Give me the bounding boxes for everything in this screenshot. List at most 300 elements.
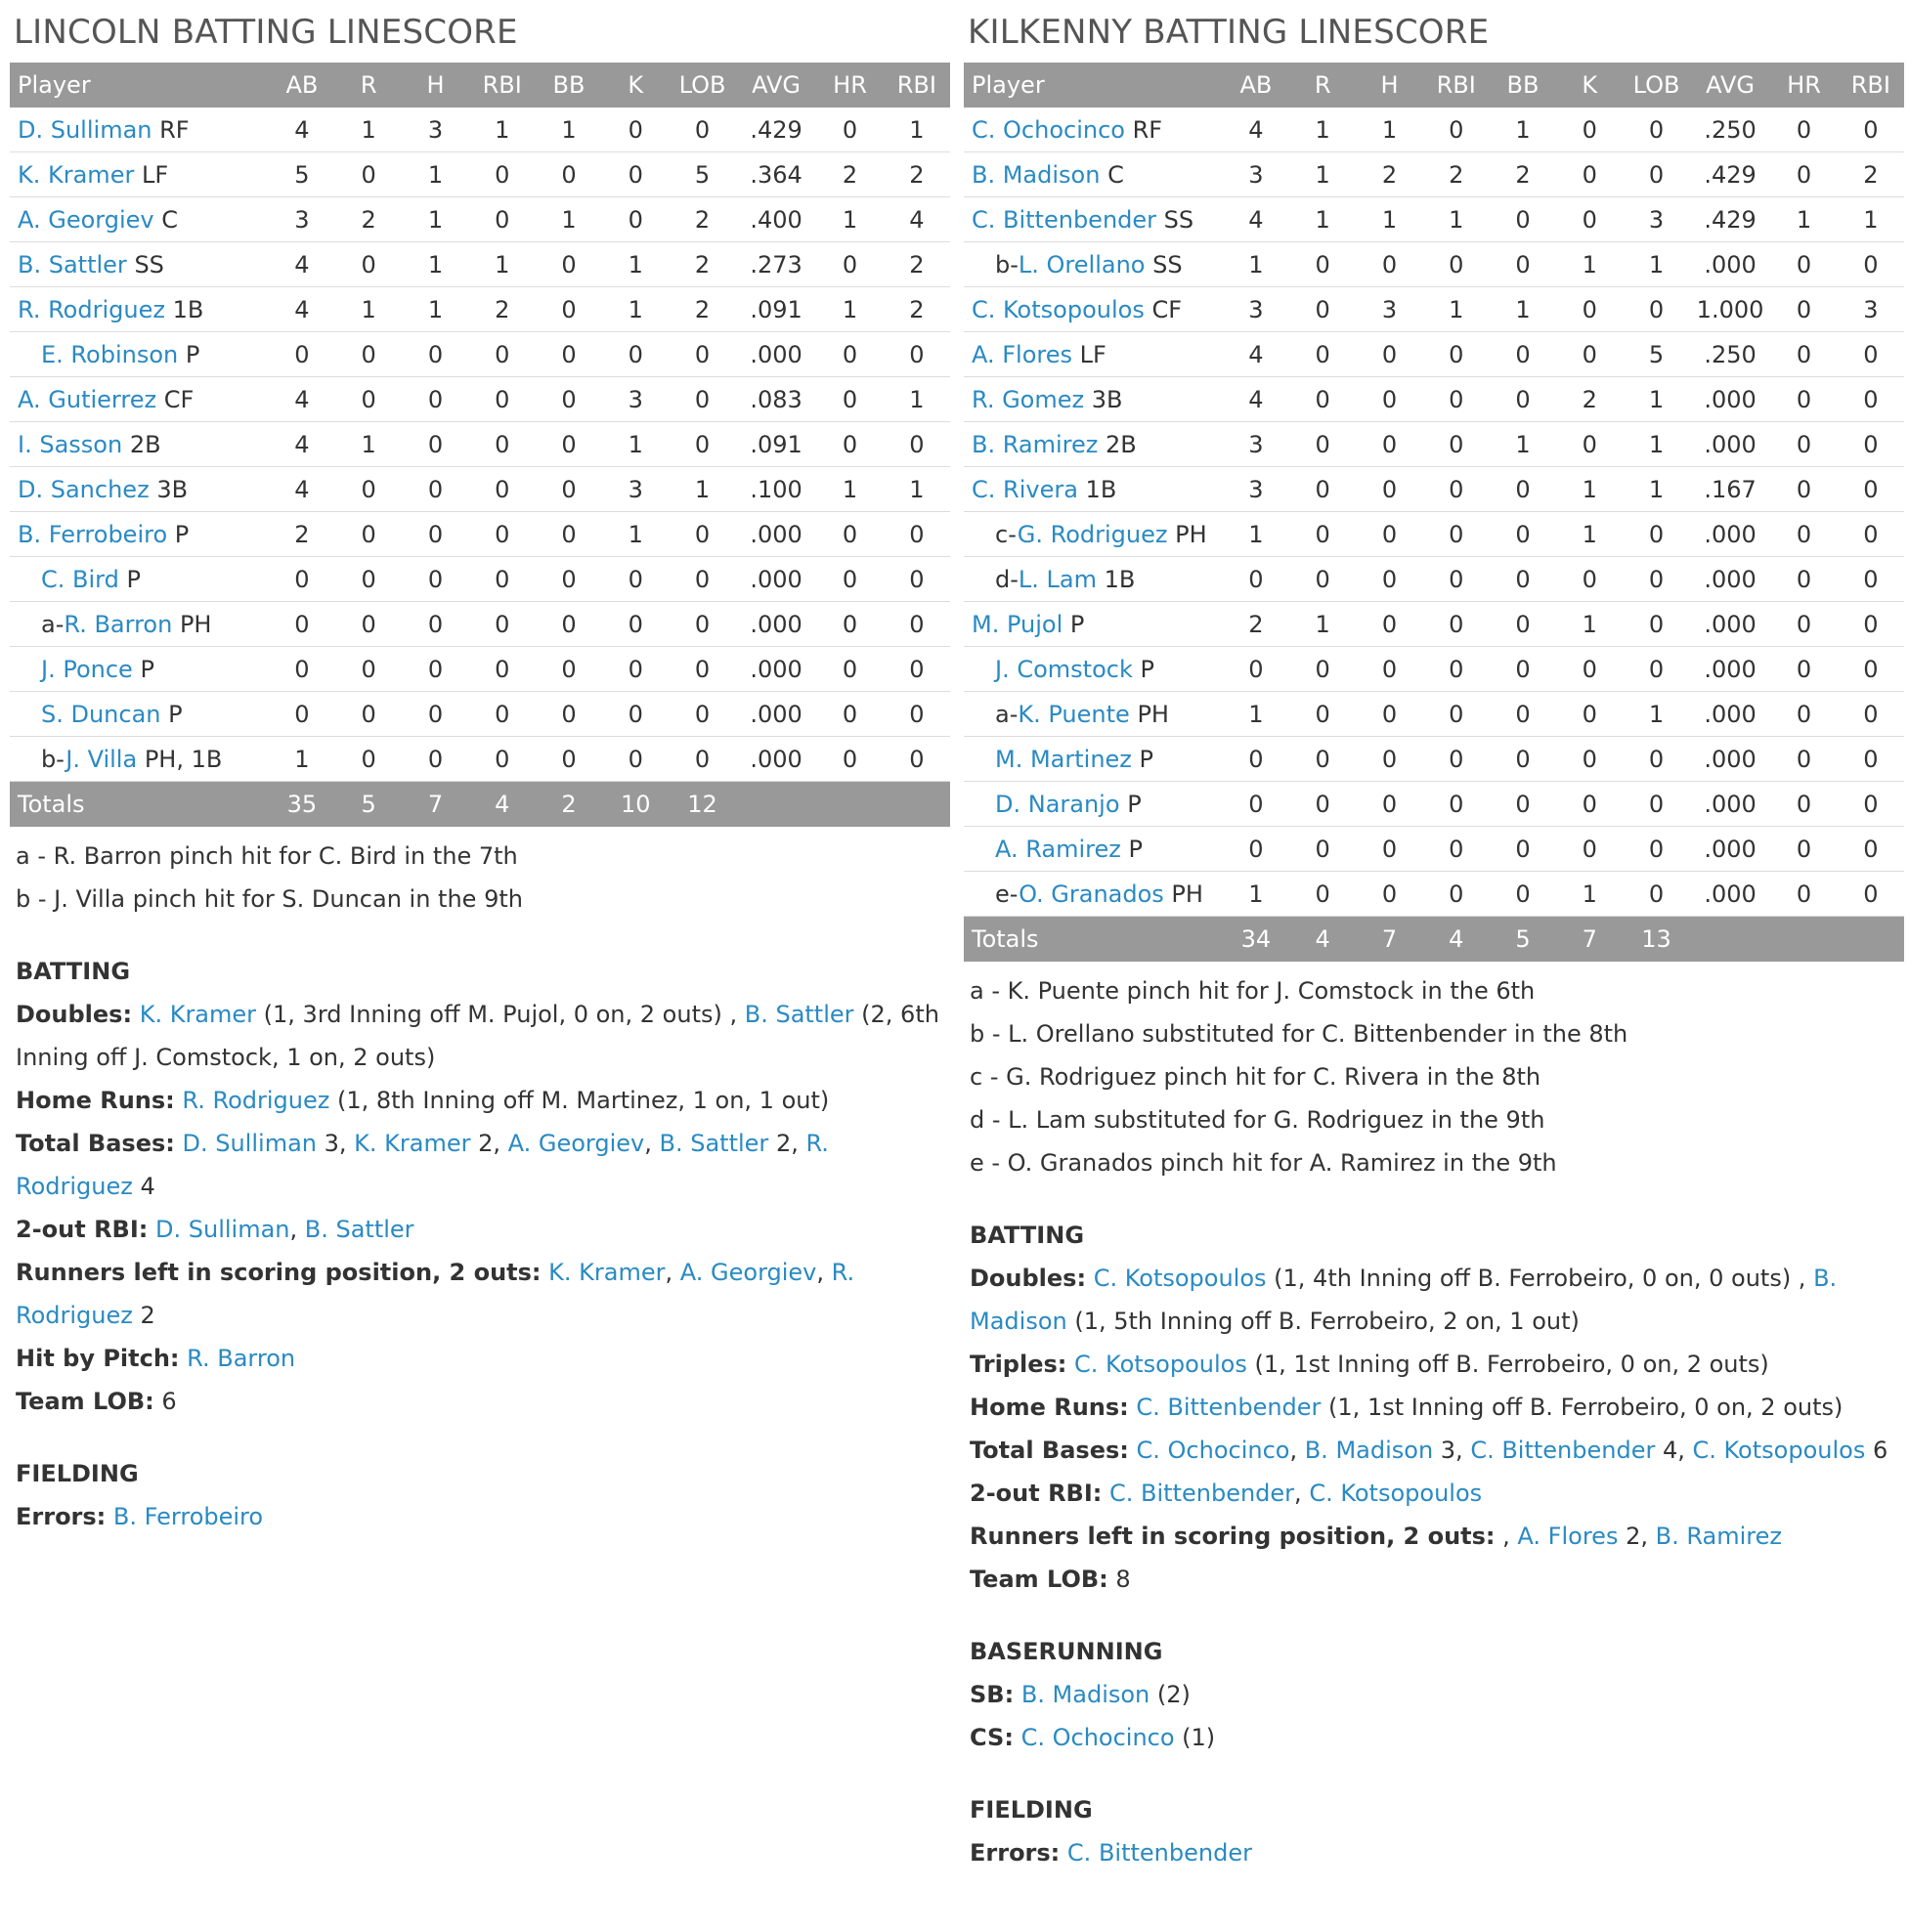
player-link[interactable]: O. Granados bbox=[1019, 880, 1164, 908]
player-cell bbox=[10, 422, 269, 467]
stat-r: 0 bbox=[1289, 512, 1356, 557]
stat-label: Team LOB: bbox=[970, 1566, 1108, 1593]
stat-text: (1, 1st Inning off B. Ferrobeiro, 0 on, 2 outs) bbox=[1246, 1351, 1769, 1378]
stat-k: 0 bbox=[602, 152, 669, 197]
stat-h: 1 bbox=[1356, 197, 1422, 242]
stat-h: 0 bbox=[402, 512, 468, 557]
player-link[interactable]: C. Kotsopoulos bbox=[972, 295, 1145, 323]
stat-rbi: 0 bbox=[1423, 557, 1490, 602]
stat-bb: 0 bbox=[536, 692, 602, 737]
player-link[interactable]: C. Bittenbender bbox=[1136, 1394, 1322, 1421]
stat-rbi: 0 bbox=[1838, 467, 1904, 512]
stat-h: 0 bbox=[1356, 422, 1422, 467]
stat-bb: 0 bbox=[536, 737, 602, 782]
player-link[interactable]: C. Bird bbox=[41, 565, 119, 593]
stat-rbi: 0 bbox=[1423, 512, 1490, 557]
stat-lob: 0 bbox=[669, 647, 735, 692]
stat-text: (1) bbox=[1174, 1724, 1216, 1751]
stat-line bbox=[970, 1386, 1904, 1429]
stat-ab: 0 bbox=[269, 332, 335, 377]
stat-k: 0 bbox=[1556, 782, 1623, 827]
player-link[interactable]: B. Sattler bbox=[659, 1130, 769, 1157]
player-link[interactable]: R. Barron bbox=[187, 1345, 296, 1372]
stat-lob: 0 bbox=[1623, 152, 1689, 197]
player-cell bbox=[10, 692, 269, 737]
stat-k: 1 bbox=[602, 512, 669, 557]
player-position: RF bbox=[159, 115, 190, 144]
stat-hr: 0 bbox=[1770, 872, 1837, 917]
stat-lob: 1 bbox=[1623, 422, 1689, 467]
stat-rbi: 0 bbox=[469, 647, 536, 692]
stat-rbi: 0 bbox=[884, 602, 950, 647]
stat-rbi: 0 bbox=[884, 737, 950, 782]
player-link[interactable]: R. Gomez bbox=[972, 385, 1085, 413]
stat-k: 0 bbox=[602, 197, 669, 242]
stat-r: 0 bbox=[1289, 782, 1356, 827]
stat-hr: 0 bbox=[1770, 692, 1837, 737]
stat-rbi: 0 bbox=[884, 332, 950, 377]
stat-hr: 0 bbox=[1770, 782, 1837, 827]
stat-k: 0 bbox=[602, 692, 669, 737]
stat-rbi: 0 bbox=[884, 557, 950, 602]
player-cell bbox=[10, 287, 269, 332]
total-ab: 34 bbox=[1223, 917, 1289, 963]
player-position: SS bbox=[1152, 250, 1183, 279]
player-link[interactable]: B. Madison bbox=[1020, 1681, 1150, 1708]
stat-hr: 1 bbox=[816, 467, 883, 512]
stat-lob: 0 bbox=[1623, 557, 1689, 602]
stat-bb: 0 bbox=[536, 512, 602, 557]
stat-label: CS: bbox=[970, 1724, 1014, 1751]
player-link[interactable]: C. Bittenbender bbox=[1066, 1839, 1252, 1867]
player-cell bbox=[10, 647, 269, 692]
player-link[interactable]: J. Ponce bbox=[41, 655, 133, 683]
stat-bb: 0 bbox=[1490, 827, 1556, 872]
player-link[interactable]: C. Kotsopoulos bbox=[1692, 1437, 1866, 1464]
stat-r: 0 bbox=[1289, 287, 1356, 332]
player-row bbox=[10, 602, 950, 647]
player-link[interactable]: A. Georgiev bbox=[18, 205, 154, 234]
stat-text bbox=[1086, 1265, 1094, 1292]
stat-hr: 0 bbox=[1770, 422, 1837, 467]
player-row bbox=[10, 377, 950, 422]
stat-h: 0 bbox=[402, 422, 468, 467]
stat-ab: 4 bbox=[1223, 197, 1289, 242]
player-position: SS bbox=[1163, 205, 1194, 234]
player-link[interactable]: C. Bittenbender bbox=[972, 205, 1157, 234]
player-cell bbox=[964, 467, 1223, 512]
stat-hr: 0 bbox=[816, 377, 883, 422]
stat-lob: 0 bbox=[1623, 827, 1689, 872]
player-link[interactable]: R. Rodriguez bbox=[18, 295, 165, 323]
substitution-notes bbox=[10, 835, 950, 921]
totals-label: Totals bbox=[10, 782, 269, 828]
stat-avg: .000 bbox=[736, 737, 817, 782]
stat-rbi: 0 bbox=[1423, 422, 1490, 467]
player-position: 1B bbox=[1104, 565, 1136, 593]
stat-lob: 0 bbox=[669, 692, 735, 737]
player-link[interactable]: R. Rodriguez bbox=[182, 1087, 330, 1114]
player-link[interactable]: C. Bittenbender bbox=[1470, 1437, 1656, 1464]
player-link[interactable]: L. Lam bbox=[1018, 565, 1097, 593]
player-cell bbox=[964, 107, 1223, 152]
player-position: P bbox=[126, 565, 141, 593]
stat-bb: 0 bbox=[1490, 647, 1556, 692]
stat-text bbox=[1066, 1351, 1074, 1378]
stat-h: 0 bbox=[1356, 512, 1422, 557]
stat-label: SB: bbox=[970, 1681, 1015, 1708]
stat-text bbox=[106, 1503, 113, 1530]
stat-rbi: 0 bbox=[1838, 647, 1904, 692]
stat-k: 1 bbox=[602, 287, 669, 332]
stat-text: (1, 3rd Inning off M. Pujol, 0 on, 2 outs) , bbox=[256, 1001, 745, 1028]
player-cell bbox=[10, 377, 269, 422]
stat-avg: .100 bbox=[736, 467, 817, 512]
total-r: 5 bbox=[335, 782, 402, 828]
player-link[interactable]: B. Madison bbox=[970, 1265, 1838, 1335]
stat-lob: 0 bbox=[669, 557, 735, 602]
total-bb: 5 bbox=[1490, 917, 1556, 963]
stat-lob: 0 bbox=[1623, 647, 1689, 692]
stat-rbi: 0 bbox=[1838, 512, 1904, 557]
stat-k: 0 bbox=[1556, 107, 1623, 152]
stat-avg: .000 bbox=[1690, 647, 1771, 692]
player-row bbox=[10, 512, 950, 557]
player-link[interactable]: A. Gutierrez bbox=[18, 385, 157, 413]
stat-r: 0 bbox=[1289, 377, 1356, 422]
player-link[interactable]: B. Madison bbox=[1304, 1437, 1434, 1464]
player-link[interactable]: S. Duncan bbox=[41, 700, 161, 728]
stat-ab: 0 bbox=[1223, 737, 1289, 782]
stat-lob: 0 bbox=[669, 512, 735, 557]
player-cell bbox=[10, 467, 269, 512]
stat-rbi: 0 bbox=[1838, 107, 1904, 152]
player-link[interactable]: A. Flores bbox=[1517, 1523, 1619, 1550]
player-link[interactable]: C. Ochocinco bbox=[972, 115, 1125, 144]
stat-rbi: 0 bbox=[1423, 737, 1490, 782]
player-position: P bbox=[185, 340, 200, 368]
total-ab: 35 bbox=[269, 782, 335, 828]
stat-line bbox=[16, 993, 950, 1079]
player-link[interactable]: B. Sattler bbox=[18, 250, 127, 279]
player-link[interactable]: D. Naranjo bbox=[995, 790, 1120, 818]
stat-avg: .429 bbox=[1690, 197, 1771, 242]
stat-line bbox=[970, 1429, 1904, 1472]
stat-bb: 0 bbox=[536, 422, 602, 467]
stat-label: Home Runs: bbox=[16, 1087, 175, 1114]
player-link[interactable]: C. Kotsopoulos bbox=[1093, 1265, 1267, 1292]
player-link[interactable]: B. Ferrobeiro bbox=[112, 1503, 264, 1530]
stat-hr: 0 bbox=[1770, 737, 1837, 782]
stat-lob: 0 bbox=[669, 737, 735, 782]
player-row bbox=[964, 467, 1904, 512]
stat-r: 1 bbox=[1289, 602, 1356, 647]
stat-h: 0 bbox=[1356, 242, 1422, 287]
stat-rbi: 4 bbox=[884, 197, 950, 242]
stat-rbi: 0 bbox=[1423, 377, 1490, 422]
stat-hr: 0 bbox=[816, 242, 883, 287]
stat-bb: 0 bbox=[1490, 782, 1556, 827]
stat-k: 0 bbox=[1556, 197, 1623, 242]
stat-rbi: 2 bbox=[884, 287, 950, 332]
player-cell bbox=[964, 242, 1223, 287]
stat-line bbox=[16, 1122, 950, 1208]
section-title: BATTING bbox=[16, 958, 131, 985]
stat-avg: .000 bbox=[1690, 737, 1771, 782]
stat-hr: 0 bbox=[1770, 152, 1837, 197]
stat-rbi: 0 bbox=[469, 332, 536, 377]
stat-r: 0 bbox=[1289, 557, 1356, 602]
stat-r: 0 bbox=[1289, 242, 1356, 287]
player-link[interactable]: D. Sulliman bbox=[155, 1216, 290, 1243]
stat-rbi: 1 bbox=[1423, 287, 1490, 332]
player-link[interactable]: C. Bittenbender bbox=[1109, 1480, 1295, 1507]
stat-label: Errors: bbox=[970, 1839, 1061, 1867]
column-header-ab: AB bbox=[1223, 63, 1289, 107]
column-header-ab: AB bbox=[269, 63, 335, 107]
stat-text bbox=[132, 1001, 140, 1028]
stat-k: 2 bbox=[1556, 377, 1623, 422]
stat-bb: 0 bbox=[1490, 737, 1556, 782]
stat-lob: 0 bbox=[1623, 737, 1689, 782]
stat-rbi: 0 bbox=[1423, 332, 1490, 377]
stat-line bbox=[16, 1495, 950, 1538]
stat-text: (1, 5th Inning off B. Ferrobeiro, 2 on, 1 out) bbox=[1066, 1308, 1580, 1335]
stat-bb: 0 bbox=[536, 152, 602, 197]
player-link[interactable]: A. Flores bbox=[972, 340, 1073, 368]
player-link[interactable]: K. Kramer bbox=[354, 1130, 471, 1157]
stat-lob: 0 bbox=[669, 107, 735, 152]
column-header-player: Player bbox=[964, 63, 1223, 107]
stat-avg: .000 bbox=[736, 557, 817, 602]
stat-lob: 0 bbox=[1623, 602, 1689, 647]
stat-ab: 0 bbox=[1223, 557, 1289, 602]
column-header-lob: LOB bbox=[669, 63, 735, 107]
stat-h: 0 bbox=[402, 332, 468, 377]
stat-label: Runners left in scoring position, 2 outs: bbox=[16, 1259, 542, 1286]
player-link[interactable]: C. Ochocinco bbox=[1136, 1437, 1290, 1464]
total-bb: 2 bbox=[536, 782, 602, 828]
stat-line bbox=[970, 1472, 1904, 1515]
stat-h: 0 bbox=[1356, 557, 1422, 602]
player-link[interactable]: M. Martinez bbox=[995, 745, 1132, 773]
stat-ab: 0 bbox=[269, 692, 335, 737]
column-header-hr: HR bbox=[1770, 63, 1837, 107]
stat-rbi: 0 bbox=[469, 602, 536, 647]
player-link[interactable]: K. Kramer bbox=[18, 160, 135, 189]
player-link[interactable]: L. Orellano bbox=[1018, 250, 1146, 279]
stat-ab: 1 bbox=[1223, 872, 1289, 917]
stat-label: Errors: bbox=[16, 1503, 107, 1530]
stat-avg: .429 bbox=[736, 107, 817, 152]
stat-rbi: 1 bbox=[884, 377, 950, 422]
totals-label: Totals bbox=[964, 917, 1223, 963]
stat-rbi: 0 bbox=[1838, 422, 1904, 467]
stat-r: 1 bbox=[335, 422, 402, 467]
stat-avg: .273 bbox=[736, 242, 817, 287]
stat-rbi: 1 bbox=[469, 242, 536, 287]
total-lob: 12 bbox=[669, 782, 735, 828]
stat-h: 1 bbox=[402, 197, 468, 242]
stat-rbi: 0 bbox=[469, 422, 536, 467]
stat-rbi: 0 bbox=[469, 557, 536, 602]
stat-text: 4, bbox=[1655, 1437, 1693, 1464]
stat-hr: 1 bbox=[816, 197, 883, 242]
player-link[interactable]: K. Kramer bbox=[548, 1259, 666, 1286]
stat-rbi: 0 bbox=[469, 512, 536, 557]
total-rbi: 4 bbox=[1423, 917, 1490, 963]
stat-rbi: 0 bbox=[469, 377, 536, 422]
stat-text: 2, bbox=[768, 1130, 806, 1157]
stat-line bbox=[970, 1558, 1904, 1601]
stat-h: 1 bbox=[402, 242, 468, 287]
column-header-h: H bbox=[1356, 63, 1422, 107]
stat-lob: 1 bbox=[669, 467, 735, 512]
stat-rbi: 0 bbox=[1838, 557, 1904, 602]
player-link[interactable]: B. Ramirez bbox=[1655, 1523, 1782, 1550]
stat-ab: 0 bbox=[1223, 647, 1289, 692]
stat-avg: .091 bbox=[736, 422, 817, 467]
column-header-rbi: RBI bbox=[1423, 63, 1490, 107]
section-title: FIELDING bbox=[16, 1460, 139, 1487]
player-link[interactable]: C. Rivera bbox=[972, 475, 1078, 503]
stat-h: 0 bbox=[1356, 827, 1422, 872]
total-k: 10 bbox=[602, 782, 669, 828]
stat-rbi: 0 bbox=[1838, 827, 1904, 872]
stat-line bbox=[16, 1380, 950, 1423]
stat-hr: 1 bbox=[1770, 197, 1837, 242]
stat-lob: 3 bbox=[1623, 197, 1689, 242]
total-h: 7 bbox=[1356, 917, 1422, 963]
stat-rbi: 2 bbox=[1838, 152, 1904, 197]
stat-bb: 2 bbox=[1490, 152, 1556, 197]
stat-text: , bbox=[1495, 1523, 1518, 1550]
stat-rbi: 0 bbox=[1838, 692, 1904, 737]
stat-lob: 0 bbox=[1623, 872, 1689, 917]
player-link[interactable]: A. Ramirez bbox=[995, 835, 1121, 863]
player-row bbox=[10, 152, 950, 197]
player-link[interactable]: R. Barron bbox=[64, 610, 173, 638]
stat-avg: .000 bbox=[736, 332, 817, 377]
stat-line bbox=[970, 1515, 1904, 1558]
stat-r: 0 bbox=[335, 152, 402, 197]
total-rbi bbox=[1838, 917, 1904, 963]
player-link[interactable]: K. Puente bbox=[1018, 700, 1130, 728]
stat-r: 0 bbox=[1289, 827, 1356, 872]
player-position: C bbox=[161, 205, 179, 234]
stat-avg: .250 bbox=[1690, 107, 1771, 152]
batting-section bbox=[964, 1214, 1904, 1601]
stat-avg: .000 bbox=[1690, 602, 1771, 647]
player-position: PH bbox=[1171, 880, 1203, 908]
stat-label: Hit by Pitch: bbox=[16, 1345, 180, 1372]
player-cell bbox=[964, 827, 1223, 872]
player-link[interactable]: C. Kotsopoulos bbox=[1309, 1480, 1483, 1507]
stat-rbi: 0 bbox=[469, 737, 536, 782]
player-link[interactable]: B. Sattler bbox=[744, 1001, 854, 1028]
stat-text: (1, 1st Inning off B. Ferrobeiro, 0 on, 2 outs) bbox=[1321, 1394, 1844, 1421]
stat-lob: 2 bbox=[669, 242, 735, 287]
stat-bb: 0 bbox=[536, 287, 602, 332]
player-link[interactable]: J. Villa bbox=[65, 745, 138, 773]
player-link[interactable]: E. Robinson bbox=[41, 340, 179, 368]
stat-ab: 1 bbox=[269, 737, 335, 782]
player-row bbox=[964, 737, 1904, 782]
stat-text: 8 bbox=[1107, 1566, 1131, 1593]
player-link[interactable]: A. Georgiev bbox=[507, 1130, 645, 1157]
stat-ab: 4 bbox=[269, 377, 335, 422]
stat-avg: 1.000 bbox=[1690, 287, 1771, 332]
player-link[interactable]: G. Rodriguez bbox=[1017, 520, 1168, 548]
stat-avg: .250 bbox=[1690, 332, 1771, 377]
stat-text: , bbox=[1294, 1480, 1310, 1507]
player-link[interactable]: B. Sattler bbox=[304, 1216, 414, 1243]
player-link[interactable]: C. Ochocinco bbox=[1020, 1724, 1175, 1751]
stat-r: 1 bbox=[335, 107, 402, 152]
player-link[interactable]: B. Madison bbox=[972, 160, 1101, 189]
player-cell bbox=[10, 242, 269, 287]
stat-line bbox=[16, 1251, 950, 1337]
stat-text: (2) bbox=[1150, 1681, 1191, 1708]
stat-lob: 0 bbox=[1623, 287, 1689, 332]
stat-text bbox=[1102, 1480, 1109, 1507]
player-position: PH bbox=[179, 610, 212, 638]
batting-linescore-table bbox=[10, 63, 950, 827]
player-link[interactable]: B. Ferrobeiro bbox=[18, 520, 168, 548]
player-link[interactable]: J. Comstock bbox=[995, 655, 1133, 683]
player-link[interactable]: I. Sasson bbox=[18, 430, 123, 458]
stat-label: Total Bases: bbox=[970, 1437, 1129, 1464]
player-link[interactable]: D. Sulliman bbox=[182, 1130, 317, 1157]
player-position: P bbox=[1128, 835, 1143, 863]
substitution-notes bbox=[964, 969, 1904, 1184]
stat-hr: 2 bbox=[816, 152, 883, 197]
player-link[interactable]: A. Georgiev bbox=[679, 1259, 817, 1286]
stat-hr: 0 bbox=[816, 647, 883, 692]
stat-bb: 1 bbox=[1490, 422, 1556, 467]
stat-k: 0 bbox=[1556, 827, 1623, 872]
player-link[interactable]: B. Ramirez bbox=[972, 430, 1099, 458]
stat-k: 1 bbox=[602, 242, 669, 287]
stat-hr: 0 bbox=[1770, 332, 1837, 377]
stat-k: 0 bbox=[1556, 737, 1623, 782]
player-link[interactable]: M. Pujol bbox=[972, 610, 1063, 638]
stat-ab: 4 bbox=[269, 242, 335, 287]
stat-rbi: 0 bbox=[1838, 872, 1904, 917]
player-row bbox=[964, 332, 1904, 377]
player-row bbox=[964, 692, 1904, 737]
player-position: P bbox=[1140, 655, 1154, 683]
player-link[interactable]: D. Sulliman bbox=[18, 115, 152, 144]
stat-avg: .000 bbox=[1690, 242, 1771, 287]
stat-rbi: 0 bbox=[884, 422, 950, 467]
stat-k: 0 bbox=[602, 737, 669, 782]
stat-k: 1 bbox=[1556, 242, 1623, 287]
stat-ab: 3 bbox=[1223, 467, 1289, 512]
column-header-rbi: RBI bbox=[884, 63, 950, 107]
stat-lob: 0 bbox=[1623, 512, 1689, 557]
player-position: LF bbox=[141, 160, 169, 189]
player-link[interactable]: K. Kramer bbox=[139, 1001, 257, 1028]
player-link[interactable]: R. Rodriguez bbox=[16, 1259, 855, 1329]
player-link[interactable]: D. Sanchez bbox=[18, 475, 150, 503]
player-position: P bbox=[168, 700, 183, 728]
player-link[interactable]: R. Rodriguez bbox=[16, 1130, 829, 1200]
total-hr bbox=[1770, 917, 1837, 963]
stat-h: 0 bbox=[402, 692, 468, 737]
column-header-k: K bbox=[602, 63, 669, 107]
player-link[interactable]: C. Kotsopoulos bbox=[1074, 1351, 1247, 1378]
